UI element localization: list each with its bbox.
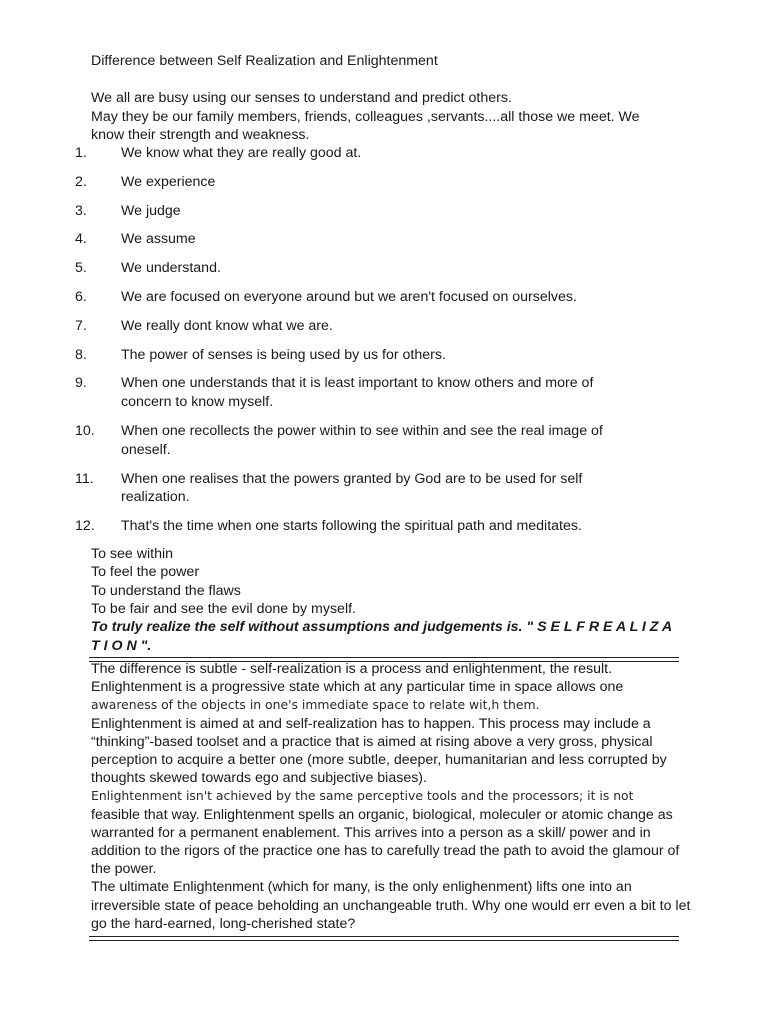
list-item: [0, 470, 621, 508]
list-item-text: We are focused on everyone around but we aren't focused on ourselves.: [121, 288, 577, 305]
list-item-text: When one realises that the powers granted by God are to be used for self realization.: [121, 470, 583, 506]
list-item-text: We understand.: [121, 260, 221, 277]
list-item: [0, 346, 621, 365]
intro-line: We all are busy using our senses to understand and predict others.: [91, 90, 512, 106]
list-item-number: 8.: [75, 346, 87, 363]
list-item-text: We experience: [121, 173, 216, 190]
paragraph: awareness of the objects in one's immediate space to relate wit,h them.: [91, 697, 540, 713]
list-item: [0, 317, 621, 336]
list-item: [0, 144, 621, 163]
sub-line: To be fair and see the evil done by myself.: [91, 601, 356, 618]
list-item-number: 12.: [75, 518, 95, 535]
list-item: [0, 288, 621, 307]
list-item: [0, 230, 621, 249]
list-item-text: The power of senses is being used by us for others.: [121, 346, 446, 363]
double-rule-bottom: [89, 936, 679, 941]
list-item-number: 1.: [75, 145, 87, 161]
list-item-number: 7.: [75, 317, 87, 334]
paragraph: The ultimate Enlightenment (which for many, is the only enlighenment) lifts one into an irreversible state of peace beholding an unchangeable truth. Why one would err even a bit to let go the hard-earned, long-cherished state?: [91, 879, 691, 932]
list-item: [0, 517, 621, 536]
document-title: Difference between Self Realization and Enlightenment: [91, 53, 438, 69]
list-item-number: 3.: [75, 202, 87, 219]
paragraph: Enlightenment is a progressive state which at any particular time in space allows one: [91, 679, 624, 696]
list-item: [0, 422, 621, 460]
list-item-number: 6.: [75, 288, 87, 305]
sub-line: To see within: [91, 546, 174, 562]
paragraph: feasible that way. Enlightenment spells an organic, biological, moleculer or atomic change as warranted for a permanent enablement. This arrives into a person as a skill/ power and in addition to the rigors of the practice one has to carefully tread the path to avoid the glamour of the power.: [91, 806, 680, 878]
list-item-number: 9.: [75, 375, 87, 392]
list-item-text: We judge: [121, 202, 181, 219]
list-item-number: 2.: [75, 173, 87, 190]
list-item: [0, 374, 621, 412]
list-item: [0, 202, 621, 221]
list-item-number: 10.: [75, 422, 95, 439]
sub-line: To feel the power: [91, 564, 200, 581]
list-item: [0, 259, 621, 278]
numbered-list: [0, 144, 768, 546]
list-item-text: When one recollects the power within to see within and see the real image of oneself.: [121, 422, 603, 458]
list-item-text: We know what they are really good at.: [121, 145, 362, 161]
list-item-text: We really dont know what we are.: [121, 317, 333, 334]
paragraph: Enlightenment isn't achieved by the same perceptive tools and the processors; it is not: [91, 788, 634, 804]
paragraph: The difference is subtle - self-realization is a process and enlightenment, the result.: [91, 661, 613, 677]
list-item-text: When one understands that it is least important to know others and more of concern to know myself.: [121, 375, 594, 411]
list-item: [0, 173, 621, 192]
emphasis-statement: To truly realize the self without assumptions and judgements is. " S E L F R E A L I Z A T I O N ".: [91, 619, 672, 654]
list-item-text: That's the time when one starts following the spiritual path and meditates.: [121, 518, 582, 535]
explanation-block: [91, 660, 691, 933]
intro-line: May they be our family members, friends, colleagues ,servants....all those we meet. We know their strength and weakness.: [91, 108, 640, 143]
list-item-number: 5.: [75, 260, 87, 277]
list-item-number: 4.: [75, 231, 87, 248]
list-item-number: 11.: [75, 470, 94, 487]
sub-line: To understand the flaws: [91, 582, 241, 599]
paragraph: Enlightenment is aimed at and self-realization has to happen. This process may include a “thinking”-based toolset and a practice that is aimed at rising above a very gross, physical perception to acquire a better one (more subtle, deeper, humanitarian and less corrupted by thoughts skewed towards ego and subjective biases).: [91, 715, 667, 787]
intro-block: [91, 89, 671, 145]
sub-lines-block: [91, 545, 356, 619]
list-item-text: We assume: [121, 231, 196, 248]
